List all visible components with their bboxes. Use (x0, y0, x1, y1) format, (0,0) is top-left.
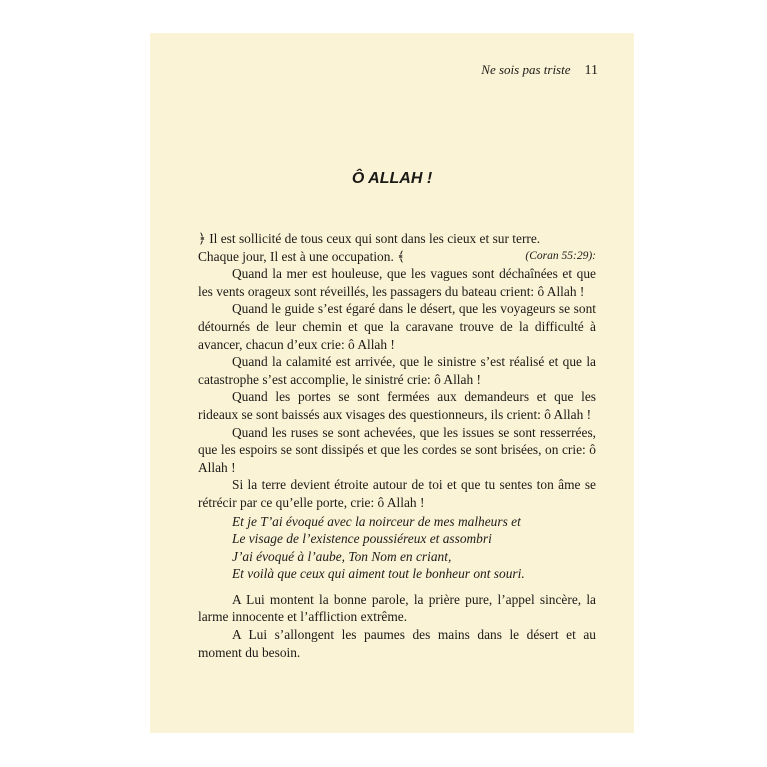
paragraph: Quand la calamité est arrivée, que le sinistre s’est réalisé et que la catastrophe s’est accomplie, le sinistré crie: ô Allah ! (198, 354, 596, 387)
running-title: Ne sois pas triste (481, 62, 571, 77)
paragraph: A Lui s’allongent les paumes des mains dans le désert et au moment du besoin. (198, 627, 596, 660)
poem (198, 513, 596, 583)
quote-line-2: Chaque jour, Il est à une occupation. ﴾ (198, 248, 405, 264)
quote-line-2-row (198, 248, 596, 266)
page-number: 11 (584, 63, 598, 78)
paragraph: Quand la mer est houleuse, que les vagues sont déchaînées et que les vents orageux sont réveillés, les passagers du bateau crient: ô Allah ! (198, 266, 596, 299)
book-page (150, 33, 634, 733)
paragraph: Quand les portes se sont fermées aux demandeurs et que les rideaux se sont baissés aux visages des questionneurs, ils crient: ô Allah ! (198, 389, 596, 422)
paragraph: Quand le guide s’est égaré dans le désert, que les voyageurs se sont détournés de leur chemin et que la caravane trouve de la difficulté à avancer, chacun d’eux crie: ô Allah ! (198, 301, 596, 352)
running-header (481, 62, 598, 79)
section-gap (198, 583, 596, 591)
poem-line: Et je T’ai évoqué avec la noirceur de mes malheurs et (232, 513, 521, 529)
paragraph: Si la terre devient étroite autour de toi et que tu sentes ton âme se rétrécir par ce qu’elle porte, crie: ô Allah ! (198, 477, 596, 510)
paragraph: Quand les ruses se sont achevées, que les issues se sont resserrées, que les espoirs se sont dissipés et que les cordes se sont brisées, on crie: ô Allah ! (198, 424, 596, 475)
chapter-title: Ô ALLAH ! (351, 170, 433, 187)
poem-line: Le visage de l’existence poussiéreux et assombri (232, 531, 492, 547)
page-body (198, 230, 596, 661)
quote-reference: (Coran 55:29): (525, 249, 596, 262)
poem-line: J’ai évoqué à l’aube, Ton Nom en criant, (232, 548, 452, 564)
paragraph: A Lui montent la bonne parole, la prière pure, l’appel sincère, la larme innocente et l’affliction extrême. (198, 591, 596, 625)
poem-line: Et voilà que ceux qui aiment tout le bonheur ont souri. (232, 566, 525, 582)
quote-line-1: ﴿ Il est sollicité de tous ceux qui sont dans les cieux et sur terre. (198, 231, 541, 246)
